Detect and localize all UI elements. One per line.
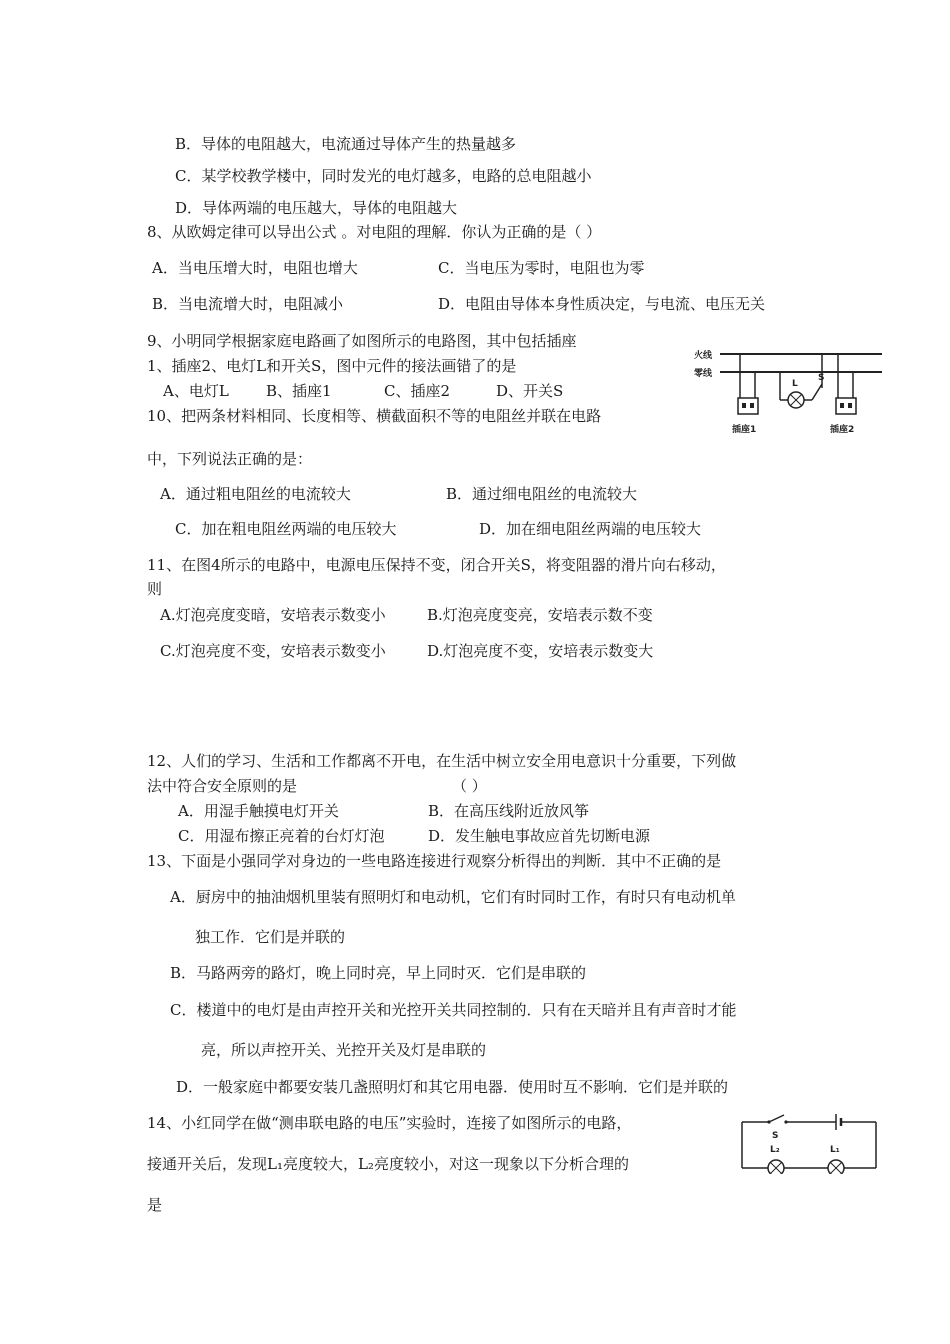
- q9-stem-line1: 9、小明同学根据家庭电路画了如图所示的电路图，其中包括插座: [147, 332, 577, 350]
- q8-option-a: A．当电压增大时，电阻也增大: [152, 259, 358, 277]
- q13-stem: 13、下面是小强同学对身边的一些电路连接进行观察分析得出的判断．其中不正确的是: [147, 852, 722, 870]
- q12-option-d: D．发生触电事故应首先切断电源: [428, 827, 651, 845]
- neutral-wire-label: 零线: [694, 369, 713, 379]
- q7-option-d: D．导体两端的电压越大，导体的电阻越大: [175, 199, 458, 217]
- lamp-l1-label: L₁: [830, 1145, 840, 1155]
- q11-option-a: A.灯泡亮度变暗，安培表示数变小: [160, 606, 386, 624]
- q11-stem-line2: 则: [147, 580, 163, 598]
- q7-option-b: B．导体的电阻越大，电流通过导体产生的热量越多: [175, 135, 517, 153]
- q12-option-b: B．在高压线附近放风筝: [428, 802, 590, 820]
- series-circuit-diagram: [738, 1108, 880, 1174]
- q14-stem-line2: 接通开关后，发现L₁亮度较大，L₂亮度较小，对这一现象以下分析合理的: [147, 1155, 629, 1173]
- socket-1-label: 插座1: [732, 425, 757, 435]
- q11-option-c: C.灯泡亮度不变，安培表示数变小: [160, 642, 386, 660]
- q10-option-c: C．加在粗电阻丝两端的电压较大: [175, 520, 397, 538]
- q12-stem-line2: 法中符合安全原则的是: [147, 777, 298, 795]
- q11-option-b: B.灯泡亮度变亮，安培表示数不变: [427, 606, 653, 624]
- q8-option-c: C．当电压为零时，电阻也为零: [438, 259, 645, 277]
- q12-stem-line1: 12、人们的学习、生活和工作都离不开电，在生活中树立安全用电意识十分重要，下列做: [147, 752, 737, 770]
- socket-1-icon: [738, 398, 758, 414]
- q10-option-d: D．加在细电阻丝两端的电压较大: [479, 520, 702, 538]
- switch-label: S: [818, 373, 825, 383]
- q11-option-d: D.灯泡亮度不变，安培表示数变大: [427, 642, 654, 660]
- q14-stem-line1: 14、小红同学在做“测串联电路的电压”实验时，连接了如图所示的电路，: [147, 1114, 632, 1132]
- q7-option-c: C．某学校教学楼中，同时发光的电灯越多，电路的总电阻越小: [175, 167, 592, 185]
- q9-option-a: A、电灯L: [163, 382, 229, 400]
- lamp-label: L: [792, 379, 798, 389]
- q11-stem-line1: 11、在图4所示的电路中，电源电压保持不变，闭合开关S，将变阻器的滑片向右移动，: [147, 556, 726, 574]
- switch-icon: [769, 1115, 784, 1122]
- q9-stem-line2: 1、插座2、电灯L和开关S，图中元件的接法画错了的是: [147, 357, 517, 375]
- switch-icon: [812, 384, 822, 400]
- q10-stem-line2: 中，下列说法正确的是：: [147, 450, 313, 468]
- q12-option-c: C．用湿布擦正亮着的台灯灯泡: [178, 827, 385, 845]
- live-wire-label: 火线: [694, 351, 713, 361]
- q13-option-c-line2: 亮，所以声控开关、光控开关及灯是串联的: [201, 1041, 487, 1059]
- q10-stem-line1: 10、把两条材料相同、长度相等、横截面积不等的电阻丝并联在电路: [147, 407, 602, 425]
- q13-option-d: D．一般家庭中都要安装几盏照明灯和其它用电器．使用时互不影响．它们是并联的: [176, 1078, 729, 1096]
- q8-option-b: B．当电流增大时，电阻减小: [152, 295, 344, 313]
- q13-option-b: B．马路两旁的路灯，晚上同时亮，早上同时灭．它们是串联的: [170, 964, 587, 982]
- q14-stem-line3: 是: [147, 1196, 163, 1214]
- q10-option-b: B．通过细电阻丝的电流较大: [446, 485, 638, 503]
- q9-option-b: B、插座1: [266, 382, 332, 400]
- q13-option-c-line1: C．楼道中的电灯是由声控开关和光控开关共同控制的．只有在天暗并且有声音时才能: [170, 1001, 737, 1019]
- q10-option-a: A．通过粗电阻丝的电流较大: [160, 485, 351, 503]
- socket-2-icon: [836, 398, 856, 414]
- q9-option-c: C、插座2: [384, 382, 451, 400]
- q13-option-a-line1: A．厨房中的抽油烟机里装有照明灯和电动机，它们有时同时工作，有时只有电动机单: [170, 888, 736, 906]
- switch-label: S: [772, 1131, 779, 1141]
- q12-option-a: A．用湿手触摸电灯开关: [178, 802, 339, 820]
- q9-option-d: D、开关S: [496, 382, 564, 400]
- socket-2-label: 插座2: [830, 425, 855, 435]
- lamp-l2-label: L₂: [770, 1145, 780, 1155]
- q12-answer-paren: （ ）: [452, 777, 487, 795]
- q8-option-d: D．电阻由导体本身性质决定，与电流、电压无关: [438, 295, 766, 313]
- household-circuit-diagram: [690, 340, 890, 440]
- q13-option-a-line2: 独工作．它们是并联的: [195, 928, 346, 946]
- q8-stem: 8、从欧姆定律可以导出公式 。对电阻的理解．你认为正确的是（ ）: [147, 223, 602, 241]
